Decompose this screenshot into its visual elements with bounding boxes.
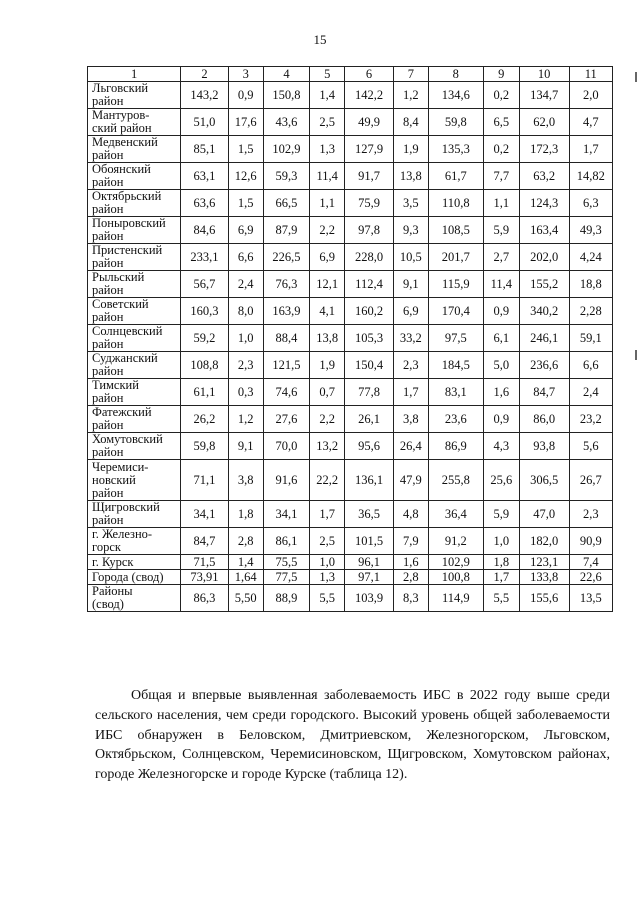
table-cell: 7,9: [393, 528, 428, 555]
table-cell: 1,7: [310, 501, 345, 528]
table-cell: 127,9: [345, 136, 394, 163]
table-cell: 84,7: [181, 528, 229, 555]
table-cell: 1,3: [310, 570, 345, 585]
scan-margin-mark: [635, 72, 637, 82]
table-row: [88, 325, 613, 352]
table-cell: 5,5: [483, 585, 519, 612]
table-cell: 150,4: [345, 352, 394, 379]
table-cell: 1,6: [393, 555, 428, 570]
table-cell: 3,8: [393, 406, 428, 433]
table-cell: 73,91: [181, 570, 229, 585]
table-cell: 91,6: [263, 460, 310, 501]
table-cell: 22,6: [569, 570, 612, 585]
table-cell: 49,3: [569, 217, 612, 244]
table-cell: 182,0: [519, 528, 569, 555]
table-cell: 17,6: [228, 109, 263, 136]
row-label: г. Курск: [88, 555, 181, 570]
table-cell: 11,4: [310, 163, 345, 190]
row-label: Солнцевский район: [88, 325, 181, 352]
column-header: 4: [263, 67, 310, 82]
table-cell: 163,9: [263, 298, 310, 325]
table-cell: 102,9: [428, 555, 483, 570]
row-label: Пристенский район: [88, 244, 181, 271]
table-cell: 306,5: [519, 460, 569, 501]
table-cell: 10,5: [393, 244, 428, 271]
table-cell: 228,0: [345, 244, 394, 271]
table-cell: 9,1: [228, 433, 263, 460]
table-row: [88, 82, 613, 109]
table-cell: 56,7: [181, 271, 229, 298]
body-paragraph: Общая и впервые выявленная заболеваемость ИБС в 2022 году выше среди сельского населения, чем среди городского. Высокий уровень общей заболеваемости ИБС обнаружен в Беловском, Дмитриевском, Железногорском, Льговском, Октябрьском, Солнцевском, Черемисиновском, Щигровском, Хомутовском районах, городе Железногорске и городе Курске (таблица 12).: [95, 688, 610, 783]
table-cell: 123,1: [519, 555, 569, 570]
column-header: 1: [88, 67, 181, 82]
table-cell: 85,1: [181, 136, 229, 163]
table-cell: 2,5: [310, 109, 345, 136]
table-cell: 13,8: [393, 163, 428, 190]
table-cell: 5,9: [483, 217, 519, 244]
table-cell: 5,0: [483, 352, 519, 379]
table-cell: 86,0: [519, 406, 569, 433]
table-cell: 134,6: [428, 82, 483, 109]
table-cell: 163,4: [519, 217, 569, 244]
table-cell: 7,7: [483, 163, 519, 190]
row-label: Октябрьский район: [88, 190, 181, 217]
table-cell: 1,3: [310, 136, 345, 163]
scan-margin-mark: [635, 350, 637, 360]
table-cell: 6,6: [569, 352, 612, 379]
table-cell: 108,8: [181, 352, 229, 379]
table-cell: 2,3: [569, 501, 612, 528]
table-cell: 34,1: [181, 501, 229, 528]
table-cell: 4,7: [569, 109, 612, 136]
table-cell: 70,0: [263, 433, 310, 460]
table-cell: 233,1: [181, 244, 229, 271]
table-row: [88, 460, 613, 501]
table-cell: 2,2: [310, 217, 345, 244]
table-cell: 47,9: [393, 460, 428, 501]
table-cell: 133,8: [519, 570, 569, 585]
table-cell: 13,2: [310, 433, 345, 460]
table-cell: 84,7: [519, 379, 569, 406]
column-header: 2: [181, 67, 229, 82]
table-cell: 155,2: [519, 271, 569, 298]
table-cell: 135,3: [428, 136, 483, 163]
table-cell: 114,9: [428, 585, 483, 612]
table-cell: 202,0: [519, 244, 569, 271]
table-cell: 6,3: [569, 190, 612, 217]
table-cell: 71,1: [181, 460, 229, 501]
table-cell: 4,1: [310, 298, 345, 325]
table-cell: 134,7: [519, 82, 569, 109]
row-label: г. Железно- горск: [88, 528, 181, 555]
table-cell: 34,1: [263, 501, 310, 528]
table-header-row: [88, 67, 613, 82]
table-cell: 26,7: [569, 460, 612, 501]
table-cell: 1,6: [483, 379, 519, 406]
table-cell: 1,0: [310, 555, 345, 570]
table-cell: 74,6: [263, 379, 310, 406]
table-cell: 110,8: [428, 190, 483, 217]
table-cell: 9,1: [393, 271, 428, 298]
table-row: [88, 244, 613, 271]
table-row: [88, 109, 613, 136]
table-cell: 340,2: [519, 298, 569, 325]
table-cell: 93,8: [519, 433, 569, 460]
row-label: Районы (свод): [88, 585, 181, 612]
table-cell: 115,9: [428, 271, 483, 298]
table-row: [88, 528, 613, 555]
row-label: Города (свод): [88, 570, 181, 585]
column-header: 10: [519, 67, 569, 82]
row-label: Суджанский район: [88, 352, 181, 379]
row-label: Льговский район: [88, 82, 181, 109]
table-cell: 66,5: [263, 190, 310, 217]
table-cell: 5,9: [483, 501, 519, 528]
table-cell: 226,5: [263, 244, 310, 271]
table-cell: 1,8: [228, 501, 263, 528]
table-cell: 1,0: [228, 325, 263, 352]
table-cell: 90,9: [569, 528, 612, 555]
row-label: Фатежский район: [88, 406, 181, 433]
table-cell: 8,0: [228, 298, 263, 325]
table-row: [88, 163, 613, 190]
table-cell: 2,28: [569, 298, 612, 325]
table-cell: 255,8: [428, 460, 483, 501]
table-cell: 23,2: [569, 406, 612, 433]
table-row: [88, 136, 613, 163]
table-cell: 2,8: [393, 570, 428, 585]
table-cell: 36,4: [428, 501, 483, 528]
table-cell: 22,2: [310, 460, 345, 501]
table-cell: 1,64: [228, 570, 263, 585]
table-cell: 160,2: [345, 298, 394, 325]
table-cell: 184,5: [428, 352, 483, 379]
column-header: 6: [345, 67, 394, 82]
column-header: 9: [483, 67, 519, 82]
table-cell: 63,1: [181, 163, 229, 190]
table-cell: 100,8: [428, 570, 483, 585]
table-body: [88, 82, 613, 612]
table-cell: 97,5: [428, 325, 483, 352]
table-cell: 121,5: [263, 352, 310, 379]
table-cell: 4,8: [393, 501, 428, 528]
column-header: 11: [569, 67, 612, 82]
table-cell: 1,1: [483, 190, 519, 217]
table-cell: 1,2: [228, 406, 263, 433]
row-label: Тимский район: [88, 379, 181, 406]
table-cell: 11,4: [483, 271, 519, 298]
table-cell: 12,6: [228, 163, 263, 190]
table-cell: 1,0: [483, 528, 519, 555]
table-cell: 201,7: [428, 244, 483, 271]
table-cell: 77,8: [345, 379, 394, 406]
table-cell: 2,5: [310, 528, 345, 555]
table-cell: 143,2: [181, 82, 229, 109]
table-cell: 1,1: [310, 190, 345, 217]
table-cell: 91,2: [428, 528, 483, 555]
table-cell: 6,5: [483, 109, 519, 136]
table-cell: 136,1: [345, 460, 394, 501]
table-row: [88, 298, 613, 325]
table-cell: 59,1: [569, 325, 612, 352]
table-cell: 0,9: [483, 406, 519, 433]
table-cell: 76,3: [263, 271, 310, 298]
table-cell: 112,4: [345, 271, 394, 298]
column-header: 3: [228, 67, 263, 82]
table-cell: 160,3: [181, 298, 229, 325]
table-cell: 83,1: [428, 379, 483, 406]
table-cell: 71,5: [181, 555, 229, 570]
table-cell: 1,2: [393, 82, 428, 109]
table-cell: 6,9: [393, 298, 428, 325]
table-cell: 36,5: [345, 501, 394, 528]
table-cell: 6,9: [228, 217, 263, 244]
column-header: 7: [393, 67, 428, 82]
table-cell: 1,4: [310, 82, 345, 109]
table-cell: 155,6: [519, 585, 569, 612]
table-cell: 101,5: [345, 528, 394, 555]
table-row: [88, 406, 613, 433]
table-cell: 47,0: [519, 501, 569, 528]
table-cell: 3,5: [393, 190, 428, 217]
table-cell: 97,8: [345, 217, 394, 244]
table-cell: 5,50: [228, 585, 263, 612]
table-cell: 142,2: [345, 82, 394, 109]
table-cell: 108,5: [428, 217, 483, 244]
table-row: [88, 190, 613, 217]
row-label: Мантуров- ский район: [88, 109, 181, 136]
table-cell: 25,6: [483, 460, 519, 501]
row-label: Хомутовский район: [88, 433, 181, 460]
table-cell: 2,4: [569, 379, 612, 406]
table-cell: 14,82: [569, 163, 612, 190]
table-cell: 96,1: [345, 555, 394, 570]
table-cell: 2,4: [228, 271, 263, 298]
table-cell: 1,7: [393, 379, 428, 406]
table-cell: 172,3: [519, 136, 569, 163]
table-cell: 2,7: [483, 244, 519, 271]
table-cell: 1,9: [310, 352, 345, 379]
row-label: Советский район: [88, 298, 181, 325]
table-cell: 2,3: [393, 352, 428, 379]
table-cell: 18,8: [569, 271, 612, 298]
table-cell: 3,8: [228, 460, 263, 501]
table-cell: 170,4: [428, 298, 483, 325]
row-label: Обоянский район: [88, 163, 181, 190]
table-cell: 150,8: [263, 82, 310, 109]
row-label: Медвенский район: [88, 136, 181, 163]
table-cell: 1,5: [228, 136, 263, 163]
table-cell: 86,3: [181, 585, 229, 612]
table-cell: 236,6: [519, 352, 569, 379]
table-cell: 13,8: [310, 325, 345, 352]
table-cell: 51,0: [181, 109, 229, 136]
table-row: [88, 352, 613, 379]
table-cell: 4,3: [483, 433, 519, 460]
table-cell: 88,4: [263, 325, 310, 352]
table-cell: 8,4: [393, 109, 428, 136]
table-cell: 124,3: [519, 190, 569, 217]
row-label: Щигровский район: [88, 501, 181, 528]
table-cell: 59,8: [181, 433, 229, 460]
table-cell: 1,7: [483, 570, 519, 585]
table-cell: 87,9: [263, 217, 310, 244]
table-cell: 63,2: [519, 163, 569, 190]
table-row: [88, 555, 613, 570]
table-cell: 0,3: [228, 379, 263, 406]
table-cell: 1,5: [228, 190, 263, 217]
table-cell: 26,1: [345, 406, 394, 433]
table-cell: 0,9: [228, 82, 263, 109]
table-cell: 75,5: [263, 555, 310, 570]
table-cell: 77,5: [263, 570, 310, 585]
table-cell: 13,5: [569, 585, 612, 612]
table-cell: 2,2: [310, 406, 345, 433]
table-cell: 5,5: [310, 585, 345, 612]
table-cell: 2,3: [228, 352, 263, 379]
table-cell: 8,3: [393, 585, 428, 612]
table-cell: 43,6: [263, 109, 310, 136]
table-cell: 97,1: [345, 570, 394, 585]
table-cell: 59,2: [181, 325, 229, 352]
table-cell: 23,6: [428, 406, 483, 433]
table-cell: 6,1: [483, 325, 519, 352]
table-cell: 95,6: [345, 433, 394, 460]
table-cell: 61,1: [181, 379, 229, 406]
row-label: Черемиси- новский район: [88, 460, 181, 501]
table-row: [88, 379, 613, 406]
table-cell: 1,7: [569, 136, 612, 163]
table-cell: 5,6: [569, 433, 612, 460]
table-cell: 26,2: [181, 406, 229, 433]
table-cell: 246,1: [519, 325, 569, 352]
table-cell: 6,6: [228, 244, 263, 271]
table-cell: 26,4: [393, 433, 428, 460]
table-cell: 1,9: [393, 136, 428, 163]
table-cell: 63,6: [181, 190, 229, 217]
table-cell: 2,0: [569, 82, 612, 109]
page-number: 15: [313, 32, 327, 47]
row-label: Рыльский район: [88, 271, 181, 298]
table-cell: 12,1: [310, 271, 345, 298]
table-cell: 105,3: [345, 325, 394, 352]
table-row: [88, 585, 613, 612]
table-row: [88, 217, 613, 244]
table-cell: 0,2: [483, 136, 519, 163]
table-cell: 86,1: [263, 528, 310, 555]
row-label: Поныровский район: [88, 217, 181, 244]
table-cell: 49,9: [345, 109, 394, 136]
table-cell: 75,9: [345, 190, 394, 217]
table-row: [88, 271, 613, 298]
table-cell: 0,9: [483, 298, 519, 325]
table-cell: 59,8: [428, 109, 483, 136]
table-cell: 0,2: [483, 82, 519, 109]
table-cell: 88,9: [263, 585, 310, 612]
column-header: 5: [310, 67, 345, 82]
table-cell: 61,7: [428, 163, 483, 190]
table-cell: 62,0: [519, 109, 569, 136]
table-cell: 33,2: [393, 325, 428, 352]
table-cell: 86,9: [428, 433, 483, 460]
table-cell: 1,8: [483, 555, 519, 570]
table-cell: 9,3: [393, 217, 428, 244]
table-row: [88, 433, 613, 460]
table-cell: 4,24: [569, 244, 612, 271]
table-cell: 6,9: [310, 244, 345, 271]
table-cell: 27,6: [263, 406, 310, 433]
table-cell: 7,4: [569, 555, 612, 570]
table-cell: 59,3: [263, 163, 310, 190]
data-table: [87, 66, 613, 612]
table-cell: 1,4: [228, 555, 263, 570]
table-cell: 91,7: [345, 163, 394, 190]
column-header: 8: [428, 67, 483, 82]
table-cell: 84,6: [181, 217, 229, 244]
table-cell: 0,7: [310, 379, 345, 406]
table-row: [88, 570, 613, 585]
table-cell: 103,9: [345, 585, 394, 612]
table-row: [88, 501, 613, 528]
table-cell: 102,9: [263, 136, 310, 163]
table-cell: 2,8: [228, 528, 263, 555]
